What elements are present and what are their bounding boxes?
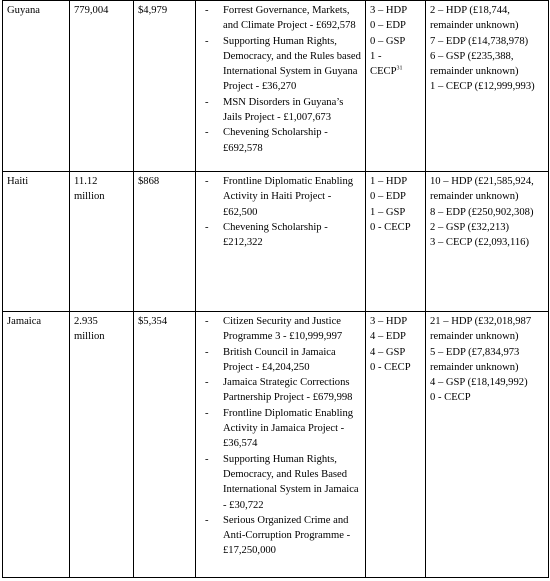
count-line: 3 – HDP (370, 316, 408, 327)
count-line: 4 – GSP (370, 346, 406, 358)
projects-cell (196, 172, 366, 312)
count-line: 0 – GSP (370, 35, 406, 47)
project-item: - Chevening Scholarship - £692,578 (200, 125, 361, 156)
totals-cell (426, 1, 549, 172)
count-line: 1 – GSP (370, 206, 406, 218)
project-item: - Forrest Governance, Markets, and Climate Project - £692,578 (200, 3, 361, 34)
population-value: 2.935 million (74, 316, 105, 343)
gdp-cell (134, 312, 196, 578)
count-line-with-footnote (370, 64, 421, 79)
count-line: 0 - CECP (370, 221, 411, 233)
projects-cell (196, 312, 366, 578)
total-line: 2 – GSP (£32,213) (430, 221, 510, 233)
count-line: 1 - (370, 50, 382, 62)
country-cell (3, 312, 70, 578)
count-line: 3 – HDP (370, 5, 408, 16)
project-counts-cell (366, 172, 426, 312)
count-line: 0 – EDP (370, 20, 406, 32)
count-line: 0 - CECP (370, 361, 411, 373)
count-line: 4 – EDP (370, 331, 406, 343)
project-list (200, 3, 361, 156)
table-row-haiti (3, 172, 549, 312)
total-line: 4 – GSP (£18,149,992) (430, 377, 528, 389)
project-item: - Chevening Scholarship - £212,322 (200, 220, 361, 251)
country-name: Jamaica (7, 316, 42, 327)
project-item: - Citizen Security and Justice Programme 3 - £10,999,997 (200, 314, 361, 345)
count-line: 0 – EDP (370, 191, 406, 203)
country-name: Haiti (7, 176, 29, 187)
footnote-marker: 31 (396, 65, 403, 72)
total-line: 21 – HDP (£32,018,987 remainder unknown) (430, 316, 532, 343)
table-row-guyana (3, 1, 549, 172)
population-cell (70, 312, 134, 578)
population-cell (70, 172, 134, 312)
project-counts-cell (366, 312, 426, 578)
project-item: - Jamaica Strategic Corrections Partnership Project - £679,998 (200, 375, 361, 406)
count-line: 1 – HDP (370, 176, 408, 187)
country-name: Guyana (7, 5, 40, 16)
project-item: - British Council in Jamaica Project - £4,204,250 (200, 345, 361, 376)
country-cell (3, 1, 70, 172)
project-counts-cell (366, 1, 426, 172)
total-line: 5 – EDP (£7,834,973 remainder unknown) (430, 346, 520, 373)
total-line: 0 - CECP (430, 392, 471, 404)
gdp-value: $4,979 (138, 5, 168, 16)
totals-cell (426, 312, 549, 578)
total-line: 8 – EDP (£250,902,308) (430, 206, 534, 218)
project-item: - Serious Organized Crime and Anti-Corruption Programme - £17,250,000 (200, 513, 361, 559)
project-list (200, 314, 361, 559)
population-cell (70, 1, 134, 172)
total-line: 6 – GSP (£235,388, remainder unknown) (430, 50, 519, 78)
total-line: 7 – EDP (£14,738,978) (430, 35, 529, 47)
totals-cell (426, 172, 549, 312)
projects-cell (196, 1, 366, 172)
project-item: - Frontline Diplomatic Enabling Activity in Jamaica Project - £36,574 (200, 406, 361, 452)
population-value: 779,004 (74, 5, 109, 16)
project-list (200, 174, 361, 250)
population-value: 11.12 million (74, 176, 105, 203)
total-line: 1 – CECP (£12,999,993) (430, 81, 535, 93)
country-project-table (2, 0, 549, 578)
gdp-cell (134, 1, 196, 172)
total-line: 10 – HDP (£21,585,924, remainder unknown) (430, 176, 534, 203)
table-row-jamaica (3, 312, 549, 578)
count-label: CECP (370, 66, 397, 78)
gdp-value: $868 (138, 176, 160, 187)
gdp-cell (134, 172, 196, 312)
country-cell (3, 172, 70, 312)
project-item: - Frontline Diplomatic Enabling Activity in Haiti Project - £62,500 (200, 174, 361, 220)
project-item: - MSN Disorders in Guyana’s Jails Project - £1,007,673 (200, 95, 361, 126)
project-item: - Supporting Human Rights, Democracy, and the Rules based International System in Guyana Project - £36,270 (200, 34, 361, 95)
total-line: 3 – CECP (£2,093,116) (430, 237, 529, 249)
gdp-value: $5,354 (138, 316, 168, 327)
total-line: 2 – HDP (£18,744, remainder unknown) (430, 5, 519, 32)
project-item: - Supporting Human Rights, Democracy, and Rules Based International System in Jamaica - £30,722 (200, 452, 361, 513)
